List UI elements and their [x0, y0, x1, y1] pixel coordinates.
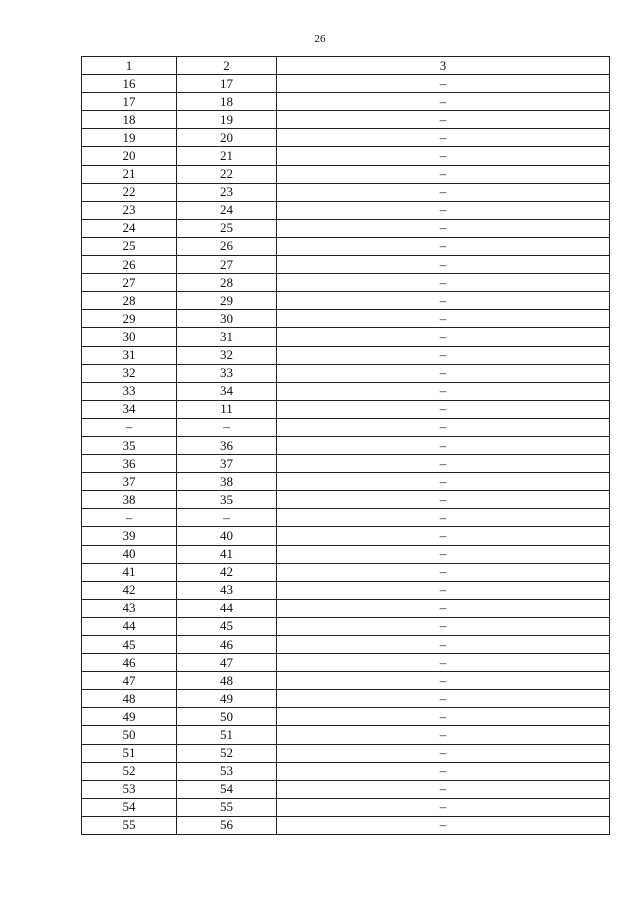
table-cell-col2: 51 — [177, 726, 277, 744]
table-cell-col3: – — [277, 816, 610, 834]
table-row — [82, 418, 610, 436]
table-cell-col2: 46 — [177, 636, 277, 654]
table-cell-col2: 38 — [177, 473, 277, 491]
table-cell-col1: 45 — [82, 636, 177, 654]
table-cell-col3: – — [277, 436, 610, 454]
table-cell-col2: 52 — [177, 744, 277, 762]
table-cell-col3: – — [277, 147, 610, 165]
table-cell-col2: – — [177, 418, 277, 436]
table-cell-col2: 37 — [177, 455, 277, 473]
table-row — [82, 256, 610, 274]
table-cell-col3: – — [277, 256, 610, 274]
table-cell-col1: 40 — [82, 545, 177, 563]
table-cell-col1: 38 — [82, 491, 177, 509]
table-row — [82, 762, 610, 780]
table-cell-col1: 26 — [82, 256, 177, 274]
table-cell-col1: 44 — [82, 617, 177, 635]
table-cell-col2: 22 — [177, 165, 277, 183]
table-cell-col3: – — [277, 219, 610, 237]
table-cell-col2: 30 — [177, 310, 277, 328]
table-row — [82, 183, 610, 201]
table-cell-col3: – — [277, 292, 610, 310]
table-cell-col3: – — [277, 726, 610, 744]
table-cell-col3: – — [277, 654, 610, 672]
table-row — [82, 780, 610, 798]
table-row — [82, 165, 610, 183]
table-cell-col1: 35 — [82, 436, 177, 454]
table-cell-col1: 54 — [82, 798, 177, 816]
table-cell-col3: – — [277, 581, 610, 599]
table-cell-col2: 18 — [177, 93, 277, 111]
table-cell-col2: 21 — [177, 147, 277, 165]
table-cell-col1: 55 — [82, 816, 177, 834]
table-cell-col1: 20 — [82, 147, 177, 165]
table-row — [82, 328, 610, 346]
table-cell-col3: – — [277, 509, 610, 527]
table-cell-col1: 48 — [82, 690, 177, 708]
table-cell-col2: 35 — [177, 491, 277, 509]
table-cell-col1: 29 — [82, 310, 177, 328]
table-cell-col2: 28 — [177, 274, 277, 292]
table-row — [82, 75, 610, 93]
table-cell-col3: – — [277, 382, 610, 400]
table-cell-col3: – — [277, 274, 610, 292]
table-cell-col3: – — [277, 672, 610, 690]
table-row — [82, 274, 610, 292]
table-cell-col1: 30 — [82, 328, 177, 346]
table-row — [82, 690, 610, 708]
table-cell-col3: – — [277, 708, 610, 726]
table-cell-col2: 25 — [177, 219, 277, 237]
table-cell-col3: – — [277, 636, 610, 654]
table-cell-col1: 31 — [82, 346, 177, 364]
table-cell-col2: 44 — [177, 599, 277, 617]
table-row — [82, 346, 610, 364]
table-row — [82, 599, 610, 617]
table-cell-col2: 43 — [177, 581, 277, 599]
table-cell-col1: 43 — [82, 599, 177, 617]
table-cell-col2: 24 — [177, 201, 277, 219]
table-cell-col1: 51 — [82, 744, 177, 762]
table-cell-col2: 50 — [177, 708, 277, 726]
table-row — [82, 201, 610, 219]
table-row — [82, 436, 610, 454]
table-cell-col1: 33 — [82, 382, 177, 400]
table-cell-col3: – — [277, 237, 610, 255]
table-cell-col2: 29 — [177, 292, 277, 310]
table-cell-col1: 34 — [82, 400, 177, 418]
table-cell-col1: 39 — [82, 527, 177, 545]
table-row — [82, 798, 610, 816]
table-cell-col3: – — [277, 527, 610, 545]
table-cell-col3: – — [277, 690, 610, 708]
table-cell-col1: 53 — [82, 780, 177, 798]
table-cell-col3: – — [277, 75, 610, 93]
table-cell-col1: 27 — [82, 274, 177, 292]
table-cell-col2: 33 — [177, 364, 277, 382]
table-cell-col3: – — [277, 455, 610, 473]
table-cell-col2: 23 — [177, 183, 277, 201]
table-row — [82, 400, 610, 418]
table-cell-col3: – — [277, 400, 610, 418]
table-cell-col3: – — [277, 473, 610, 491]
table-cell-col2: 55 — [177, 798, 277, 816]
table-cell-col2: 34 — [177, 382, 277, 400]
table-row — [82, 708, 610, 726]
table-cell-col1: 37 — [82, 473, 177, 491]
table-cell-col3: – — [277, 201, 610, 219]
table-cell-col2: 41 — [177, 545, 277, 563]
table-row — [82, 491, 610, 509]
table-cell-col1: 18 — [82, 111, 177, 129]
table-row — [82, 473, 610, 491]
table-cell-col3: – — [277, 346, 610, 364]
table-cell-col1: 47 — [82, 672, 177, 690]
table-cell-col1: – — [82, 509, 177, 527]
table-cell-col1: 49 — [82, 708, 177, 726]
table-cell-col2: 42 — [177, 563, 277, 581]
table-row — [82, 726, 610, 744]
table-cell-col2: 54 — [177, 780, 277, 798]
table-cell-col2: 26 — [177, 237, 277, 255]
table-cell-col3: – — [277, 111, 610, 129]
table-cell-col3: – — [277, 744, 610, 762]
table-cell-col3: – — [277, 93, 610, 111]
page-number: 26 — [314, 33, 326, 45]
table-cell-col3: – — [277, 762, 610, 780]
table-cell-col1: 32 — [82, 364, 177, 382]
table-cell-col1: 17 — [82, 93, 177, 111]
table-row — [82, 617, 610, 635]
column-header-2: 2 — [177, 57, 277, 75]
table-cell-col2: – — [177, 509, 277, 527]
table-cell-col2: 31 — [177, 328, 277, 346]
table-row — [82, 111, 610, 129]
table-row — [82, 364, 610, 382]
column-header-3: 3 — [277, 57, 610, 75]
table-row — [82, 816, 610, 834]
table-cell-col2: 45 — [177, 617, 277, 635]
table-cell-col1: 28 — [82, 292, 177, 310]
table-cell-col3: – — [277, 165, 610, 183]
table-cell-col1: – — [82, 418, 177, 436]
table-row — [82, 672, 610, 690]
table-cell-col2: 36 — [177, 436, 277, 454]
table-cell-col2: 49 — [177, 690, 277, 708]
table-row — [82, 455, 610, 473]
table-cell-col1: 50 — [82, 726, 177, 744]
table-row — [82, 237, 610, 255]
table-row — [82, 636, 610, 654]
table-cell-col3: – — [277, 310, 610, 328]
table-row — [82, 581, 610, 599]
data-table — [81, 56, 610, 835]
table-cell-col2: 17 — [177, 75, 277, 93]
table-row — [82, 292, 610, 310]
table-cell-col2: 53 — [177, 762, 277, 780]
column-header-1: 1 — [82, 57, 177, 75]
table-cell-col1: 23 — [82, 201, 177, 219]
table-row — [82, 545, 610, 563]
table-row — [82, 93, 610, 111]
table-header-row — [82, 57, 610, 75]
table-row — [82, 527, 610, 545]
table-row — [82, 129, 610, 147]
table-cell-col1: 21 — [82, 165, 177, 183]
table-cell-col2: 20 — [177, 129, 277, 147]
table-cell-col1: 41 — [82, 563, 177, 581]
table-row — [82, 509, 610, 527]
table-row — [82, 382, 610, 400]
table-cell-col3: – — [277, 798, 610, 816]
table-cell-col1: 42 — [82, 581, 177, 599]
table-cell-col2: 19 — [177, 111, 277, 129]
table-cell-col1: 36 — [82, 455, 177, 473]
table-cell-col2: 47 — [177, 654, 277, 672]
table-cell-col2: 48 — [177, 672, 277, 690]
table-row — [82, 310, 610, 328]
table-cell-col3: – — [277, 418, 610, 436]
table-cell-col2: 40 — [177, 527, 277, 545]
table-cell-col3: – — [277, 599, 610, 617]
table-cell-col1: 52 — [82, 762, 177, 780]
table-cell-col3: – — [277, 780, 610, 798]
table-cell-col1: 25 — [82, 237, 177, 255]
table-cell-col3: – — [277, 617, 610, 635]
table-cell-col3: – — [277, 328, 610, 346]
table-cell-col3: – — [277, 491, 610, 509]
table-row — [82, 563, 610, 581]
table-cell-col3: – — [277, 183, 610, 201]
table-cell-col2: 56 — [177, 816, 277, 834]
table-cell-col3: – — [277, 563, 610, 581]
table-cell-col3: – — [277, 545, 610, 563]
table-row — [82, 219, 610, 237]
table-cell-col2: 32 — [177, 346, 277, 364]
table-cell-col2: 11 — [177, 400, 277, 418]
table-cell-col1: 46 — [82, 654, 177, 672]
table-row — [82, 654, 610, 672]
table-cell-col1: 16 — [82, 75, 177, 93]
table-cell-col3: – — [277, 129, 610, 147]
table-cell-col2: 27 — [177, 256, 277, 274]
table-cell-col1: 19 — [82, 129, 177, 147]
table-cell-col1: 24 — [82, 219, 177, 237]
table-row — [82, 744, 610, 762]
table-cell-col3: – — [277, 364, 610, 382]
table-cell-col1: 22 — [82, 183, 177, 201]
table-row — [82, 147, 610, 165]
